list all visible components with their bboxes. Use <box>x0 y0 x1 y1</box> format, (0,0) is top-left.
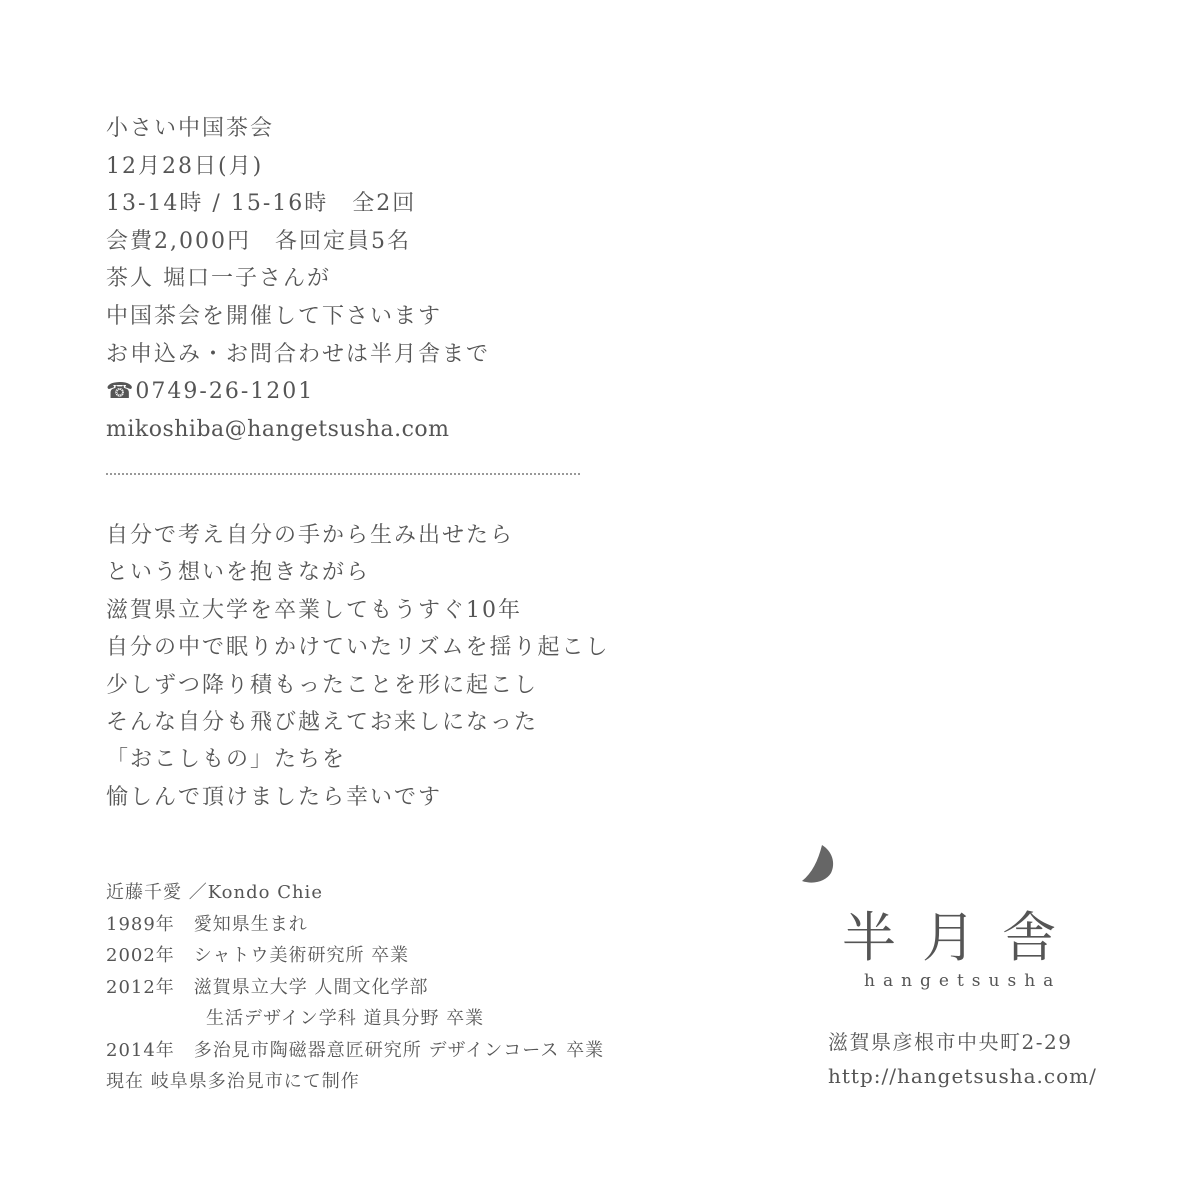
message-line: そんな自分も飛び越えてお来しになった <box>106 710 539 736</box>
event-date: 12月28日(月) <box>106 153 264 179</box>
profile-entry-continued: 生活デザイン学科 道具分野 卒業 <box>206 1008 485 1029</box>
message-line: 「おこしもの」たちを <box>106 747 347 773</box>
profile-current: 現在 岐阜県多治見市にて制作 <box>106 1071 360 1092</box>
dotted-divider <box>106 473 580 475</box>
profile-entry: 2012年 滋賀県立大学 人間文化学部 <box>106 976 429 998</box>
event-fee: 会費2,000円 各回定員5名 <box>106 228 411 254</box>
shop-address: 滋賀県彦根市中央町2-29 <box>828 1030 1073 1054</box>
message-line: 自分で考え自分の手から生み出せたら <box>106 523 515 548</box>
event-time: 13-14時 / 15-16時 全2回 <box>106 191 417 217</box>
message-line: という想いを抱きながら <box>106 560 371 586</box>
event-info <box>106 110 490 448</box>
message-line: 愉しんで頂けましたら幸いです <box>106 784 443 810</box>
shop-name: 半月舎 <box>842 906 1082 969</box>
message-line: 少しずつ降り積もったことを形に起こし <box>106 672 539 698</box>
message-line: 滋賀県立大学を卒業してもうすぐ10年 <box>106 597 522 623</box>
artist-message <box>106 517 610 816</box>
event-contact-note: お申込み・お問合わせは半月舎まで <box>106 341 491 367</box>
profile-entry: 1989年 愛知県生まれ <box>106 913 308 935</box>
artist-profile <box>106 877 604 1098</box>
shop-name-romaji: hangetsusha <box>864 971 1062 991</box>
event-email: mikoshiba@hangetsusha.com <box>106 416 450 442</box>
shop-url: http://hangetsusha.com/ <box>828 1064 1097 1088</box>
message-line: 自分の中で眠りかけていたリズムを揺り起こし <box>106 635 610 661</box>
event-phone: ☎0749-26-1201 <box>106 379 315 405</box>
event-title: 小さい中国茶会 <box>106 116 275 141</box>
event-host: 茶人 堀口一子さんが <box>106 266 331 292</box>
profile-entry: 2014年 多治見市陶磁器意匠研究所 デザインコース 卒業 <box>106 1039 605 1061</box>
profile-name: 近藤千愛 ／Kondo Chie <box>106 882 323 903</box>
half-moon-icon <box>796 843 838 885</box>
event-description: 中国茶会を開催して下さいます <box>106 303 443 329</box>
profile-entry: 2002年 シャトウ美術研究所 卒業 <box>106 945 410 966</box>
